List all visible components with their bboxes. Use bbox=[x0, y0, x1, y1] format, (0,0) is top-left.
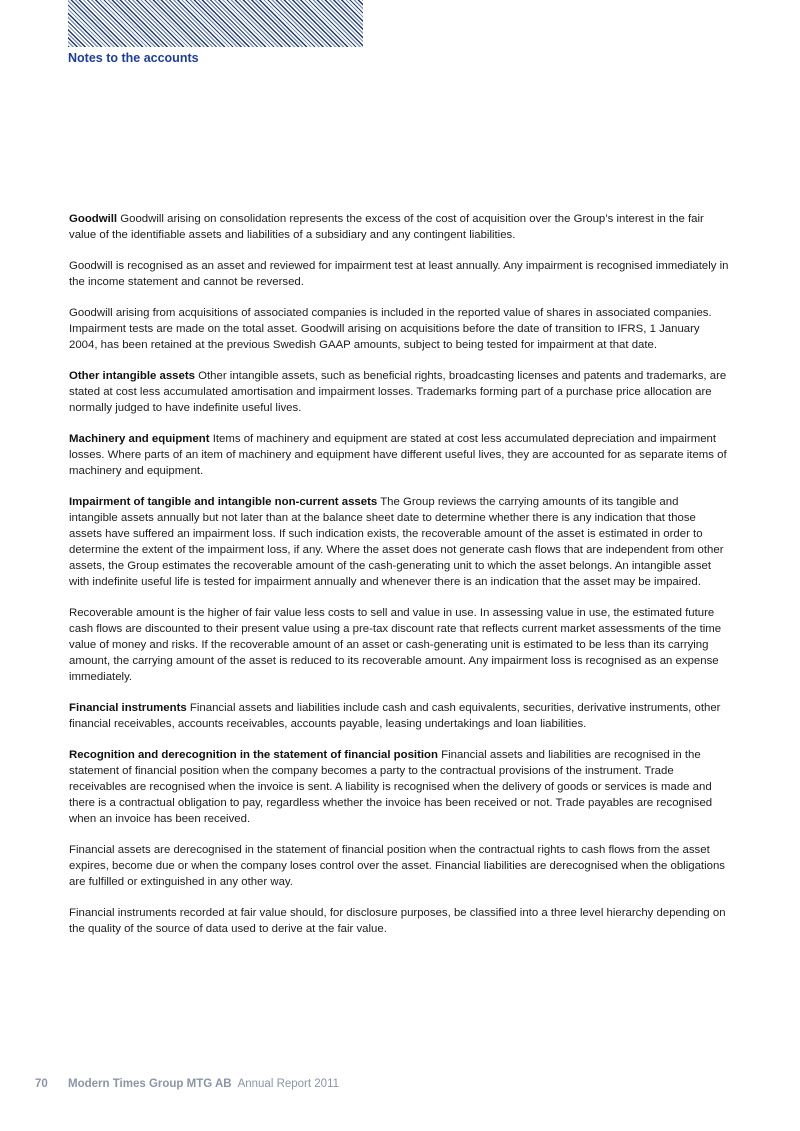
paragraph-impairment-noncurrent bbox=[69, 494, 729, 590]
paragraph-recoverable-amount bbox=[69, 605, 729, 685]
paragraph-derecognition-assets bbox=[69, 842, 729, 890]
paragraph-lead: Machinery and equipment bbox=[69, 433, 210, 445]
paragraph-text: Goodwill arising on consolidation represents the excess of the cost of acquisition over the Group’s interest in the fair value of the identifiable assets and liabilities of a subsidiary and any contingent liabilities. bbox=[69, 213, 704, 241]
paragraph-lead: Financial instruments bbox=[69, 702, 187, 714]
paragraph-recognition-derecognition bbox=[69, 747, 729, 827]
paragraph-goodwill-impairment bbox=[69, 258, 729, 290]
paragraph-lead: Impairment of tangible and intangible non-current assets bbox=[69, 496, 378, 508]
paragraph-text: Financial instruments recorded at fair value should, for disclosure purposes, be classified into a three level hierarchy depending on the quality of the source of data used to derive at the fair value. bbox=[69, 907, 726, 935]
paragraph-goodwill bbox=[69, 211, 729, 243]
notes-body bbox=[69, 211, 729, 952]
paragraph-text: Other intangible assets, such as beneficial rights, broadcasting licenses and patents and trademarks, are stated at cost less accumulated amortisation and impairment losses. Trademarks forming part of a purchase price allocation are normally judged to have indefinite useful lives. bbox=[69, 370, 727, 414]
paragraph-text: Goodwill is recognised as an asset and reviewed for impairment test at least annually. Any impairment is recognised immediately in the income statement and cannot be reversed. bbox=[69, 260, 729, 288]
paragraph-text: Recoverable amount is the higher of fair value less costs to sell and value in use. In assessing value in use, the estimated future cash flows are discounted to their present value using a pre-tax discount rate that reflects current market assessments of the time value of money and risks. If the recoverable amount of an asset or cash-generating unit is estimated to be less than its carrying amount, the carrying amount of the asset is reduced to its recoverable amount. Any impairment loss is recognised as an expense immediately. bbox=[69, 607, 722, 683]
section-title: Notes to the accounts bbox=[68, 51, 199, 65]
paragraph-financial-instruments bbox=[69, 700, 729, 732]
footer-company-name: Modern Times Group MTG AB bbox=[68, 1078, 232, 1090]
paragraph-text: The Group reviews the carrying amounts of its tangible and intangible assets annually but not later than at the balance sheet date to determine whether there is any indication that those assets have suffered an impairment loss. If such indication exists, the recoverable amount of the asset is estimated in order to determine the extent of the impairment loss, if any. Where the asset does not generate cash flows that are independent from other assets, the Group estimates the recoverable amount of the cash-generating unit to which the asset belongs. An intangible asset with indefinite useful life is tested for impairment annually and whenever there is an indication that the asset may be impaired. bbox=[69, 496, 724, 588]
paragraph-text: Financial assets and liabilities are recognised in the statement of financial position when the company becomes a party to the contractual provisions of the instrument. Trade receivables are recognised when the invoice is sent. A liability is recognised when the delivery of goods or services is made and there is a contractual obligation to pay, regardless whether the invoice has been received or not. Trade payables are recognised when an invoice has been received. bbox=[69, 749, 713, 825]
paragraph-lead: Recognition and derecognition in the statement of financial position bbox=[69, 749, 438, 761]
page-number: 70 bbox=[35, 1078, 48, 1090]
paragraph-goodwill-associated bbox=[69, 305, 729, 353]
paragraph-text: Financial assets and liabilities include cash and cash equivalents, securities, derivative instruments, other financial receivables, accounts receivables, accounts payable, leasing undertakings and loan liabilities. bbox=[69, 702, 721, 730]
footer-report-title: Annual Report 2011 bbox=[237, 1078, 340, 1090]
page-footer bbox=[35, 1077, 339, 1091]
hatch-pattern-banner bbox=[68, 0, 363, 47]
paragraph-machinery-equipment bbox=[69, 431, 729, 479]
paragraph-lead: Goodwill bbox=[69, 213, 118, 225]
paragraph-other-intangible-assets bbox=[69, 368, 729, 416]
paragraph-lead: Other intangible assets bbox=[69, 370, 195, 382]
paragraph-text: Financial assets are derecognised in the statement of financial position when the contractual rights to cash flows from the asset expires, become due or when the company loses control over the asset. Financial liabilities are derecognised when the obligations are fulfilled or extinguished in any other way. bbox=[69, 844, 725, 888]
paragraph-text: Goodwill arising from acquisitions of associated companies is included in the reported value of shares in associated companies. Impairment tests are made on the total asset. Goodwill arising on acquisitions before the date of transition to IFRS, 1 January 2004, has been retained at the previous Swedish GAAP amounts, subject to being tested for impairment at that date. bbox=[69, 307, 712, 351]
paragraph-text: Items of machinery and equipment are stated at cost less accumulated depreciation and impairment losses. Where parts of an item of machinery and equipment have different useful lives, they are accounted for as separate items of machinery and equipment. bbox=[69, 433, 727, 477]
paragraph-fair-value-hierarchy bbox=[69, 905, 729, 937]
